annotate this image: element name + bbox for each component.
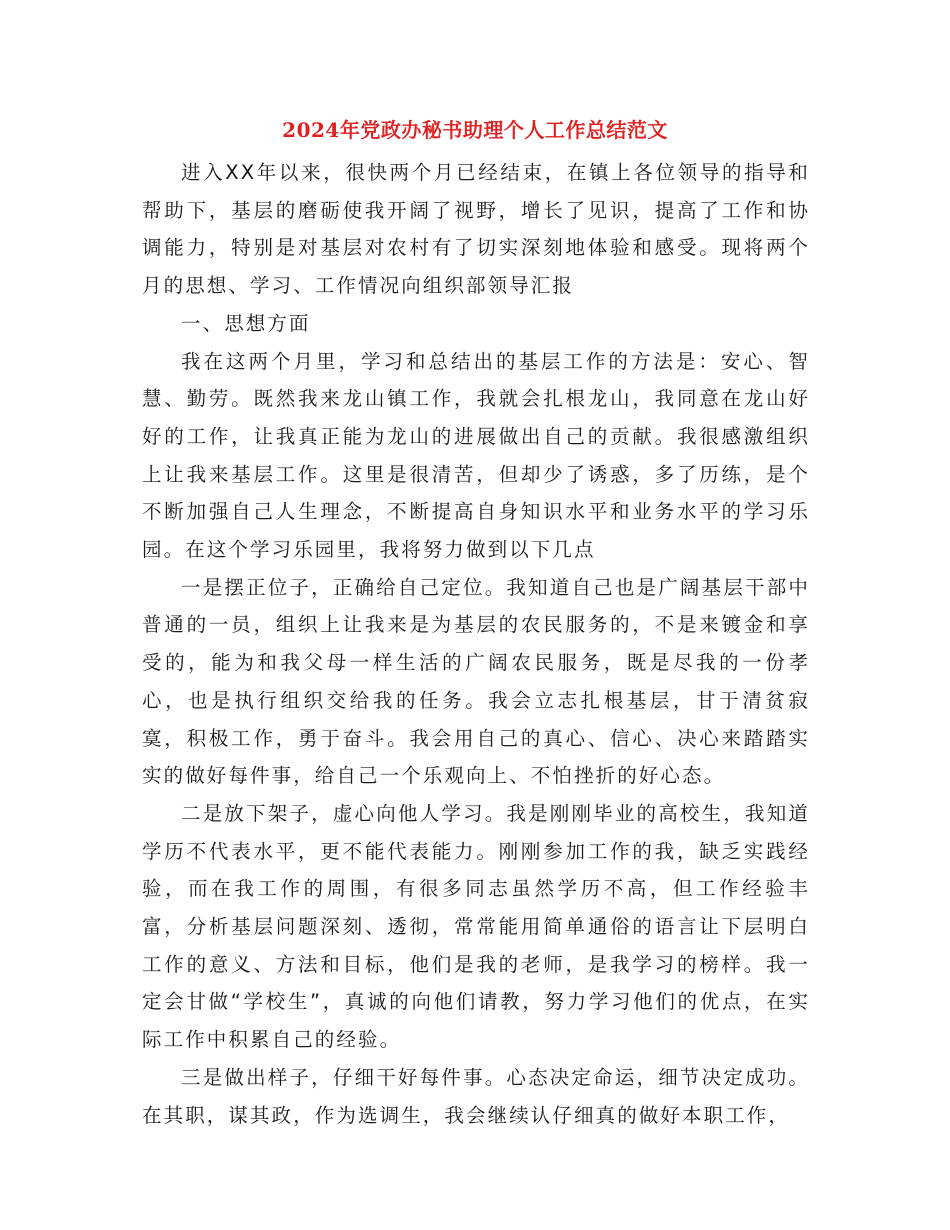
paragraph-point-one: 一是摆正位子，正确给自己定位。我知道自己也是广阔基层干部中普通的一员，组织上让我来是为基层的农民服务的，不是来镀金和享受的，能为和我父母一样生活的广阔农民服务，既是尽我的一份孝心，也是执行组织交给我的任务。我会立志扎根基层，甘于清贫寂寞，积极工作，勇于奋斗。我会用自己的真心、信心、决心来踏踏实实的做好每件事，给自己一个乐观向上、不怕挫折的好心态。	[142, 575, 810, 788]
document-body	[142, 154, 810, 1134]
paragraph-point-two: 二是放下架子，虚心向他人学习。我是刚刚毕业的高校生，我知道学历不代表水平，更不能代表能力。刚刚参加工作的我，缺乏实践经验，而在我工作的周围，有很多同志虽然学历不高，但工作经验丰富，分析基层问题深刻、透彻，常常能用简单通俗的语言让下层明白工作的意义、方法和目标，他们是我的老师，是我学习的榜样。我一定会甘做“学校生”，真诚的向他们请教，努力学习他们的优点，在实际工作中积累自己的经验。	[142, 801, 810, 1052]
paragraph-thought: 我在这两个月里，学习和总结出的基层工作的方法是：安心、智慧、勤劳。既然我来龙山镇工作，我就会扎根龙山，我同意在龙山好好的工作，让我真正能为龙山的进展做出自己的贡献。我很感激组织上让我来基层工作。这里是很清苦，但却少了诱惑，多了历练，是个不断加强自己人生理念，不断提高自身知识水平和业务水平的学习乐园。在这个学习乐园里，我将努力做到以下几点	[142, 349, 810, 562]
paragraph-point-three: 三是做出样子，仔细干好每件事。心态决定命运，细节决定成功。在其职，谋其政，作为选调生，我会继续认仔细真的做好本职工作，	[142, 1065, 810, 1127]
paragraph-intro: 进入XX年以来，很快两个月已经结束，在镇上各位领导的指导和帮助下，基层的磨砺使我开阔了视野，增长了见识，提高了工作和协调能力，特别是对基层对农村有了切实深刻地体验和感受。现将两个月的思想、学习、工作情况向组织部领导汇报	[142, 161, 810, 298]
document-title: 2024年党政办秘书助理个人工作总结范文	[282, 118, 668, 142]
section-heading-thought: 一、思想方面	[181, 311, 311, 335]
